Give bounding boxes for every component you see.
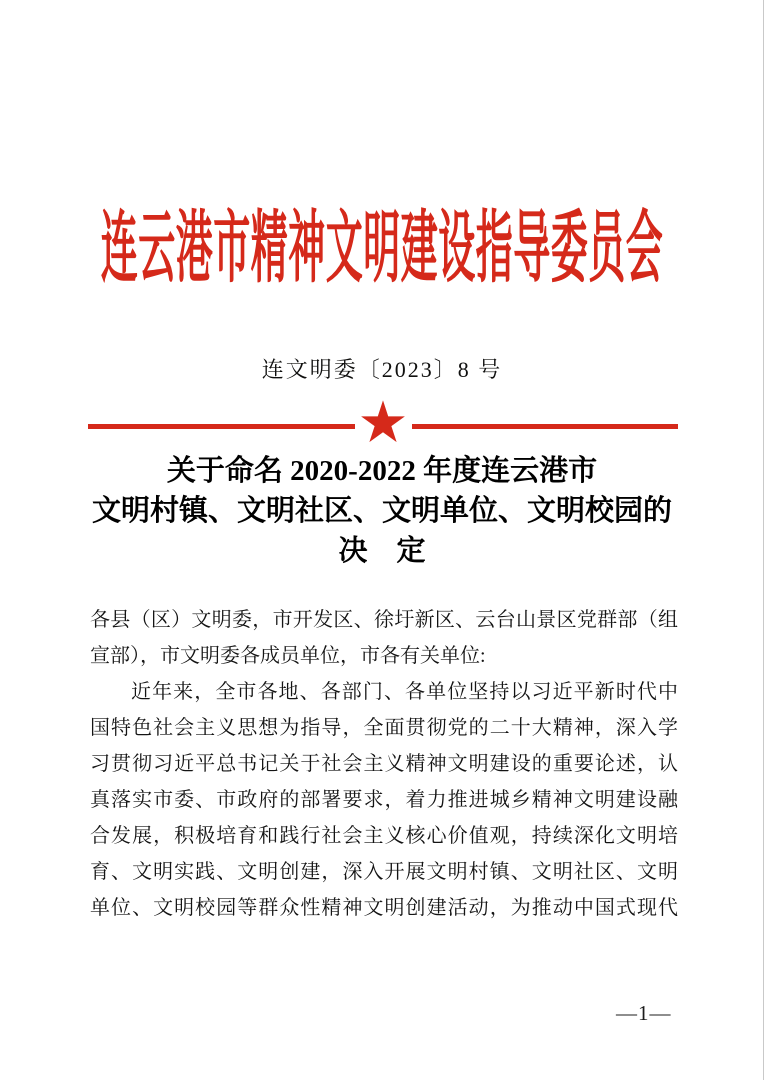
body-line: 国特色社会主义思想为指导，全面贯彻党的二十大精神，深入学	[90, 717, 678, 739]
body-line: 习贯彻习近平总书记关于社会主义精神文明建设的重要论述，认	[90, 753, 678, 775]
red-divider	[88, 398, 678, 450]
document-title-line: 文明村镇、文明社区、文明单位、文明校园的	[91, 495, 672, 527]
divider-line-left	[88, 424, 355, 429]
document-title	[0, 451, 764, 571]
document-title-line: 决 定	[338, 535, 426, 567]
document-body	[90, 602, 678, 926]
page-number: —1—	[616, 1001, 672, 1025]
divider-line-right	[412, 424, 679, 429]
body-line: 单位、文明校园等群众性精神文明创建活动，为推动中国式现代	[90, 897, 678, 919]
document-title-line: 关于命名 2020-2022 年度连云港市	[166, 455, 598, 487]
body-line: 育、文明实践、文明创建，深入开展文明村镇、文明社区、文明	[90, 861, 678, 883]
body-line: 各县（区）文明委，市开发区、徐圩新区、云台山景区党群部（组	[90, 609, 678, 631]
star-icon: ★	[359, 398, 407, 450]
body-line: 真落实市委、市政府的部署要求，着力推进城乡精神文明建设融	[90, 789, 678, 811]
body-line: 宣部），市文明委各成员单位，市各有关单位:	[90, 645, 486, 667]
red-header-banner	[0, 206, 764, 294]
issuer-title: 连云港市精神文明建设指导委员会	[100, 206, 664, 294]
body-line: 合发展，积极培育和践行社会主义核心价值观，持续深化文明培	[90, 825, 678, 847]
document-number: 连文明委〔2023〕8 号	[261, 357, 503, 382]
body-line: 近年来，全市各地、各部门、各单位坚持以习近平新时代中	[131, 681, 678, 703]
